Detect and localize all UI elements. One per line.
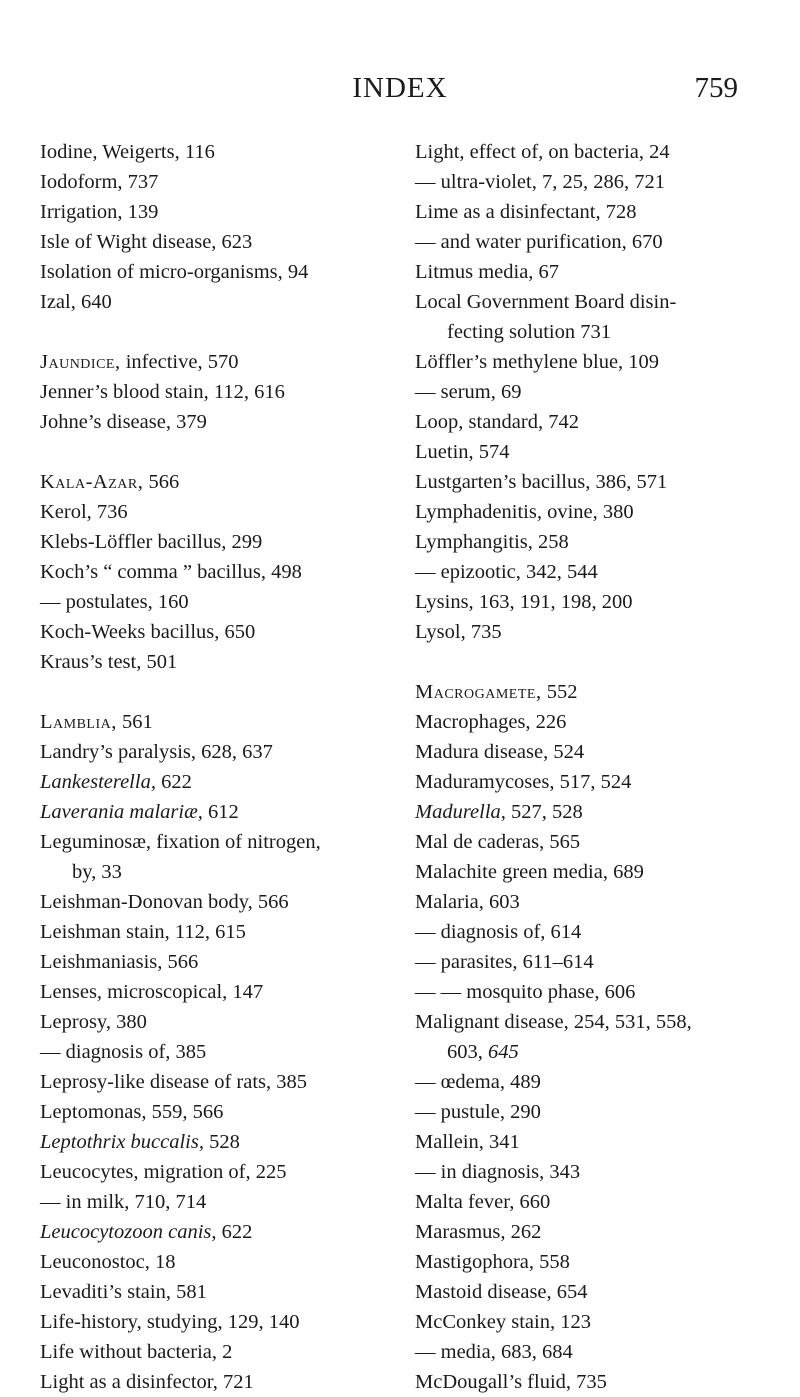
index-entry: — in diagnosis, 343 xyxy=(415,1161,581,1183)
index-entry: Lysins, 163, 191, 198, 200 xyxy=(415,591,633,613)
entry-text: 622 xyxy=(155,771,192,793)
index-entry: Izal, 640 xyxy=(40,291,112,313)
index-entry: — diagnosis of, 614 xyxy=(415,921,582,943)
index-entry: Leishman-Donovan body, 566 xyxy=(40,891,289,913)
index-entry: Kraus’s test, 501 xyxy=(40,651,178,673)
index-entry: — epizootic, 342, 544 xyxy=(415,561,598,583)
entry-text: 527, 528 xyxy=(505,801,583,823)
entry-text: 561 xyxy=(116,711,153,733)
index-entry: — and water purification, 670 xyxy=(415,231,663,253)
section-head-word: Jaundice, xyxy=(40,351,121,373)
index-entry: — pustule, 290 xyxy=(415,1101,541,1123)
index-entry: Malachite green media, 689 xyxy=(415,861,644,883)
entry-text: infective, 570 xyxy=(120,351,239,373)
entry-text: 552 xyxy=(541,681,578,703)
index-entry: Löffler’s methylene blue, 109 xyxy=(415,351,660,373)
index-entry: Macrophages, 226 xyxy=(415,711,567,733)
index-entry: Leprosy-like disease of rats, 385 xyxy=(40,1071,307,1093)
index-entry-continuation: by, 33 xyxy=(72,861,122,883)
index-entry: Leishmaniasis, 566 xyxy=(40,951,199,973)
index-entry: Life without bacteria, 2 xyxy=(40,1341,233,1363)
index-entry: Irrigation, 139 xyxy=(40,201,159,223)
index-entry: Madura disease, 524 xyxy=(415,741,585,763)
index-entry: Mastoid disease, 654 xyxy=(415,1281,588,1303)
index-entry: Iodoform, 737 xyxy=(40,171,159,193)
index-entry: — diagnosis of, 385 xyxy=(40,1041,207,1063)
index-entry: Klebs-Löffler bacillus, 299 xyxy=(40,531,263,553)
entry-italic: Laverania malariæ, xyxy=(40,801,203,823)
section-gap xyxy=(40,677,410,707)
index-entry: Light, effect of, on bacteria, 24 xyxy=(415,141,670,163)
index-entry: Local Government Board disin- xyxy=(415,291,677,313)
section-gap xyxy=(40,437,410,467)
index-entry xyxy=(415,797,800,827)
index-entry: — postulates, 160 xyxy=(40,591,189,613)
section-head-word: Kala-Azar, xyxy=(40,471,144,493)
index-entry: Iodine, Weigerts, 116 xyxy=(40,141,215,163)
index-entry: — œdema, 489 xyxy=(415,1071,541,1093)
index-entry: Malta fever, 660 xyxy=(415,1191,551,1213)
index-entry: Leishman stain, 112, 615 xyxy=(40,921,246,943)
index-entry: Johne’s disease, 379 xyxy=(40,411,207,433)
index-entry: Luetin, 574 xyxy=(415,441,510,463)
index-entry xyxy=(40,1217,410,1247)
index-entry-continuation xyxy=(415,1037,800,1067)
index-entry xyxy=(40,467,410,497)
index-entry: Lime as a disinfectant, 728 xyxy=(415,201,637,223)
index-entry: Leguminosæ, fixation of nitrogen, xyxy=(40,831,321,853)
entry-italic: Leucocytozoon canis, xyxy=(40,1221,217,1243)
entry-italic: Leptothrix buccalis, xyxy=(40,1131,204,1153)
index-entry: McDougall’s fluid, 735 xyxy=(415,1371,607,1393)
index-entry: Light as a disinfector, 721 xyxy=(40,1371,254,1393)
index-entry: Leuconostoc, 18 xyxy=(40,1251,176,1273)
entry-italic: Lankesterella, xyxy=(40,771,156,793)
index-entry: Malaria, 603 xyxy=(415,891,520,913)
left-column xyxy=(40,137,410,1397)
entry-text: 603, xyxy=(447,1041,488,1063)
index-entry: Landry’s paralysis, 628, 637 xyxy=(40,741,273,763)
index-entry xyxy=(40,707,410,737)
index-entry: Loop, standard, 742 xyxy=(415,411,579,433)
index-entry: McConkey stain, 123 xyxy=(415,1311,591,1333)
index-entry: — parasites, 611–614 xyxy=(415,951,594,973)
index-entry: Lustgarten’s bacillus, 386, 571 xyxy=(415,471,668,493)
index-entry-continuation: fecting solution 731 xyxy=(447,321,611,343)
index-entry: — ultra-violet, 7, 25, 286, 721 xyxy=(415,171,665,193)
index-entry: — media, 683, 684 xyxy=(415,1341,573,1363)
index-entry: Mal de caderas, 565 xyxy=(415,831,581,853)
index-entry: Isle of Wight disease, 623 xyxy=(40,231,253,253)
index-entry: Isolation of micro-organisms, 94 xyxy=(40,261,309,283)
entry-text: 566 xyxy=(143,471,180,493)
index-entry: Levaditi’s stain, 581 xyxy=(40,1281,207,1303)
index-entry: Litmus media, 67 xyxy=(415,261,560,283)
section-head-word: Lamblia, xyxy=(40,711,117,733)
section-gap xyxy=(40,317,410,347)
index-entry: Leucocytes, migration of, 225 xyxy=(40,1161,287,1183)
index-entry: Lymphadenitis, ovine, 380 xyxy=(415,501,634,523)
entry-italic: 645 xyxy=(488,1041,519,1063)
index-entry: Lysol, 735 xyxy=(415,621,502,643)
index-entry xyxy=(40,797,410,827)
index-entry xyxy=(40,1127,410,1157)
index-entry: Koch’s “ comma ” bacillus, 498 xyxy=(40,561,302,583)
index-entry: Malignant disease, 254, 531, 558, xyxy=(415,1011,692,1033)
index-entry: — in milk, 710, 714 xyxy=(40,1191,207,1213)
index-entry xyxy=(40,767,410,797)
header-title: INDEX xyxy=(352,72,448,104)
index-entry xyxy=(40,347,410,377)
index-entry: — serum, 69 xyxy=(415,381,522,403)
index-entry: Maduramycoses, 517, 524 xyxy=(415,771,632,793)
entry-text: 612 xyxy=(202,801,239,823)
index-entry: Jenner’s blood stain, 112, 616 xyxy=(40,381,285,403)
index-entry: Life-history, studying, 129, 140 xyxy=(40,1311,300,1333)
entry-italic: Madurella, xyxy=(415,801,506,823)
index-entry: Mallein, 341 xyxy=(415,1131,520,1153)
index-entry: Mastigophora, 558 xyxy=(415,1251,570,1273)
entry-text: 622 xyxy=(216,1221,253,1243)
running-header xyxy=(0,72,800,132)
index-entry: Koch-Weeks bacillus, 650 xyxy=(40,621,256,643)
entry-text: 528 xyxy=(203,1131,240,1153)
right-column xyxy=(415,137,800,1397)
section-head-word: Macrogamete, xyxy=(415,681,542,703)
index-entry xyxy=(415,677,800,707)
index-entry: — — mosquito phase, 606 xyxy=(415,981,636,1003)
index-entry: Marasmus, 262 xyxy=(415,1221,542,1243)
section-gap xyxy=(415,647,800,677)
index-entry: Lymphangitis, 258 xyxy=(415,531,569,553)
page-number: 759 xyxy=(694,72,738,104)
index-entry: Leptomonas, 559, 566 xyxy=(40,1101,224,1123)
index-entry: Leprosy, 380 xyxy=(40,1011,147,1033)
index-entry: Lenses, microscopical, 147 xyxy=(40,981,264,1003)
index-entry: Kerol, 736 xyxy=(40,501,128,523)
